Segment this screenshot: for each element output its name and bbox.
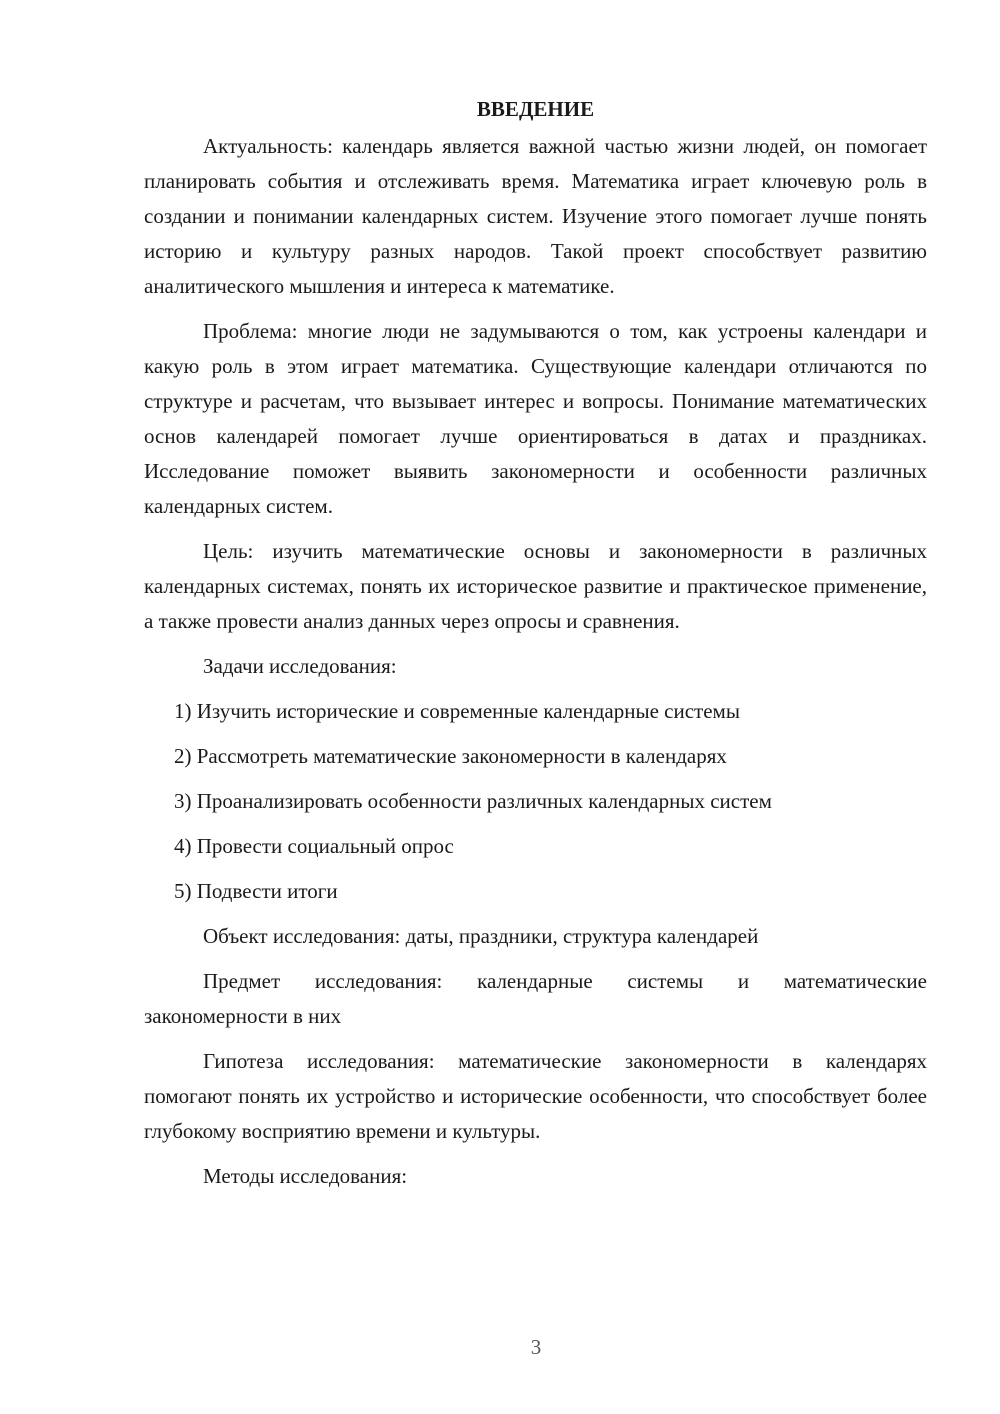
tasks-heading: Задачи исследования: (203, 654, 397, 678)
tasks-list (144, 694, 927, 909)
section-title: ВВЕДЕНИЕ (476, 97, 595, 121)
task-item: 5) Подвести итоги (174, 879, 338, 903)
task-item: 1) Изучить исторические и современные календарные системы (174, 699, 740, 723)
task-item: 3) Проанализировать особенности различных календарных систем (174, 789, 772, 813)
methods-heading: Методы исследования: (203, 1164, 408, 1188)
task-item: 2) Рассмотреть математические закономерности в календарях (174, 744, 727, 768)
problem-paragraph: Проблема: многие люди не задумываются о том, как устроены календари и какую роль в этом играет математика. Существующие календари отличаются по структуре и расчетам, что вызывает интерес и вопросы. Понимание математических основ календарей помогает лучше ориентироваться в датах и праздниках. Исследование поможет выявить закономерности и особенности различных календарных систем. (144, 319, 927, 518)
document-page (144, 92, 927, 1204)
hypothesis-paragraph: Гипотеза исследования: математические закономерности в календарях помогают понять их устройство и исторические особенности, что способствует более глубокому восприятию времени и культуры. (144, 1049, 927, 1143)
relevance-paragraph: Актуальность: календарь является важной частью жизни людей, он помогает планировать события и отслеживать время. Математика играет ключевую роль в создании и понимании календарных систем. Изучение этого помогает лучше понять историю и культуру разных народов. Такой проект способствует развитию аналитического мышления и интереса к математике. (144, 134, 927, 298)
subject-paragraph: Предмет исследования: календарные системы и математические закономерности в них (144, 969, 927, 1028)
object-paragraph: Объект исследования: даты, праздники, структура календарей (203, 924, 759, 948)
goal-paragraph: Цель: изучить математические основы и закономерности в различных календарных системах, понять их историческое развитие и практическое применение, а также провести анализ данных через опросы и сравнения. (144, 539, 927, 633)
page-number: 3 (530, 1335, 542, 1359)
task-item: 4) Провести социальный опрос (174, 834, 454, 858)
